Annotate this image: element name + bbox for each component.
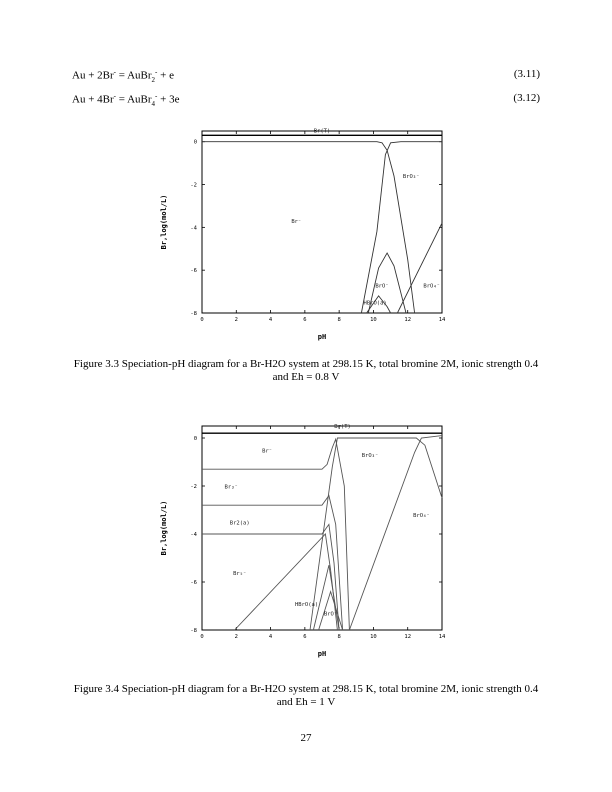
species-label: Br⁻ (262, 448, 273, 455)
equation-lhs: Au + 2Br (72, 69, 114, 82)
x-tick-label: 4 (268, 317, 273, 323)
speciation-chart-eh-1 (150, 420, 446, 660)
x-tick-label: 8 (337, 317, 341, 323)
y-tick-label: -2 (190, 182, 197, 189)
species-label: HBrO(a) (294, 602, 319, 608)
y-tick-label: 0 (193, 139, 197, 146)
x-tick-label: 8 (337, 634, 341, 640)
y-tick-label: -4 (190, 532, 197, 538)
y-axis-label: Br,log(mol/L) (160, 500, 168, 556)
species-label: BrO⁻ (323, 611, 338, 618)
subscript: 2 (151, 75, 156, 84)
charge: - (113, 68, 116, 76)
x-tick-label: 0 (200, 317, 204, 323)
subscript: 4 (151, 99, 156, 108)
equation-lhs: Au + 4Br (72, 93, 114, 106)
y-tick-label: -8 (190, 311, 197, 317)
equation-mid: = AuBr (116, 93, 152, 106)
y-tick-label: 0 (193, 436, 197, 442)
species-label: Br(T) (334, 423, 351, 430)
plot-frame (202, 128, 442, 313)
species-label: BrO₄⁻ (423, 283, 440, 290)
x-tick-label: 10 (370, 634, 377, 640)
y-axis-label: Br,log(mol/L) (160, 194, 168, 250)
y-tick-label: -6 (190, 580, 197, 586)
species-label: BrO₃⁻ (402, 174, 420, 181)
series-bro4- (349, 436, 442, 630)
equation-mid: = AuBr (116, 69, 152, 82)
x-tick-label: 6 (303, 317, 307, 323)
species-label: Br⁻ (291, 219, 302, 226)
species-label: HBrO(a) (363, 300, 387, 307)
figure-3-4-caption: Figure 3.4 Speciation-pH diagram for a Br-H2O system at 298.15 K, total bromine 2M, ionic strength 0.4 and Eh = 1 V (73, 683, 539, 708)
x-tick-label: 0 (200, 634, 204, 640)
species-label: Br(T) (313, 128, 331, 135)
x-axis-label: pH (317, 650, 327, 658)
x-axis-label: pH (317, 333, 327, 341)
series-br3- (202, 496, 343, 630)
x-tick-label: 14 (438, 634, 446, 640)
equation-3-11 (72, 68, 174, 84)
species-label: BrO₃⁻ (361, 453, 379, 460)
equation-rhs: + 3e (157, 93, 180, 106)
equation-rhs: + e (157, 69, 174, 82)
series-br5- (235, 534, 338, 630)
species-label: Br2(a) (229, 520, 250, 527)
speciation-chart-eh-0-8 (150, 125, 446, 343)
species-label: Br₃⁻ (224, 484, 238, 491)
x-tick-label: 12 (404, 634, 412, 640)
x-tick-label: 6 (303, 634, 307, 640)
y-tick-label: -8 (190, 628, 197, 634)
species-label: BrO₄⁻ (413, 513, 430, 520)
x-tick-label: 12 (404, 317, 412, 323)
x-tick-label: 10 (370, 317, 377, 323)
plot-frame (202, 423, 442, 630)
figure-3-3-caption: Figure 3.3 Speciation-pH diagram for a Br-H2O system at 298.15 K, total bromine 2M, ionic strength 0.4 and Eh = 0.8 V (73, 358, 539, 383)
equation-number: (3.11) (513, 68, 540, 80)
x-tick-label: 4 (268, 634, 273, 640)
x-tick-label: 2 (234, 634, 238, 640)
species-label: Br₅⁻ (233, 570, 247, 577)
charge: - (113, 92, 116, 100)
x-tick-label: 14 (438, 317, 446, 323)
species-label: BrO⁻ (375, 283, 389, 290)
y-tick-label: -2 (190, 484, 197, 490)
equation-3-12 (72, 92, 179, 108)
equation-number: (3.12) (513, 92, 540, 104)
series-br2-a- (202, 524, 339, 630)
page-number: 27 (300, 732, 312, 744)
charge: - (155, 92, 158, 100)
x-tick-label: 2 (234, 317, 238, 323)
y-tick-label: -6 (190, 268, 197, 275)
y-tick-label: -4 (190, 225, 197, 232)
charge: - (155, 68, 158, 76)
